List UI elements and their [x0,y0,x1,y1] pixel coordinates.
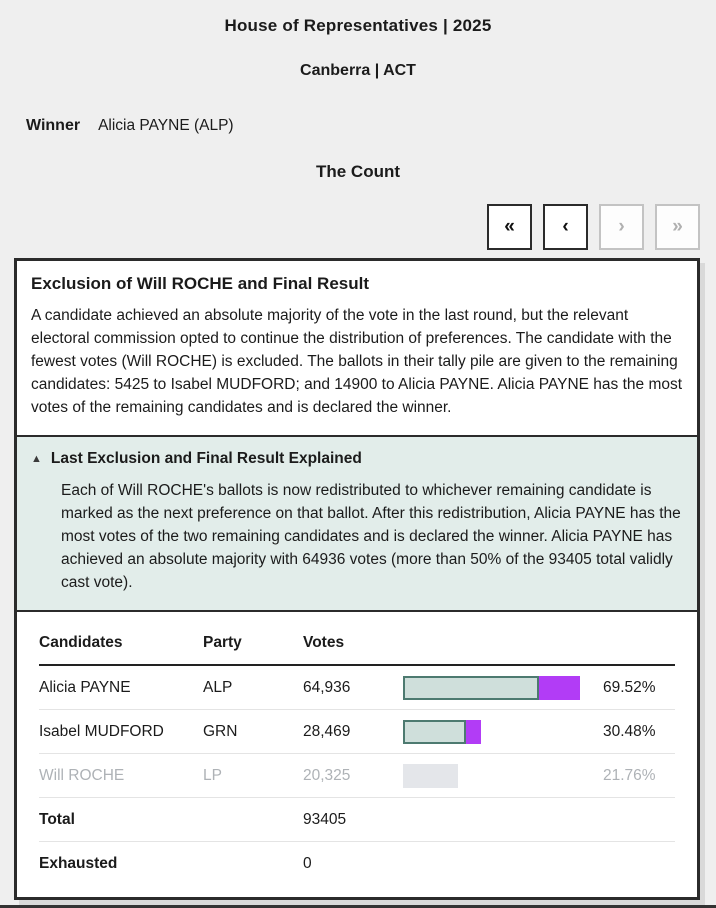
candidate-row [39,710,675,754]
candidate-party: GRN [203,722,238,740]
total-row [39,798,675,842]
candidate-name: Alicia PAYNE [39,678,131,696]
candidate-percentage: 30.48% [603,722,656,740]
count-round-panel [14,258,700,900]
candidate-name: Will ROCHE [39,766,125,784]
explainer-body-text: Each of Will ROCHE's ballots is now redistributed to whichever remaining candidate is marked as the next preference on that ballot. After this redistribution, Alicia PAYNE has the most votes of the two remaining candidates and is declared the winner. Alicia PAYNE has achieved an absolute majority with 64936 votes (more than 50% of the 93405 total validly cast vote). [61,482,681,591]
exhausted-row [39,842,675,885]
candidate-party: ALP [203,678,233,696]
results-table-header [39,620,675,666]
vote-bar-cell [403,720,583,744]
total-label: Total [39,810,75,828]
winner-value: Alicia PAYNE (ALP) [98,117,234,134]
candidate-row [39,666,675,710]
winner-label: Winner [26,117,81,134]
vote-bar-gained-segment [539,676,580,700]
vote-bar-carried-segment [403,720,466,744]
previous-round-button[interactable]: ‹ [543,204,588,250]
explainer-section [17,435,697,612]
vote-bar [403,720,580,744]
header-candidates: Candidates [39,634,123,651]
exhausted-label: Exhausted [39,854,118,872]
candidate-row [39,754,675,798]
vote-bar-cell [403,676,583,700]
vote-bar-carried-segment [403,676,539,700]
header-party: Party [203,634,242,651]
collapse-triangle-icon: ▲ [31,452,42,465]
candidate-name: Isabel MUDFORD [39,722,164,740]
exhausted-value: 0 [303,854,312,872]
vote-bar [403,764,580,788]
next-round-button[interactable]: › [599,204,644,250]
vote-bar [403,676,580,700]
vote-bar-gained-segment [466,720,481,744]
vote-bar-cell [403,764,583,788]
explainer-toggle[interactable] [31,450,683,468]
vote-bar-excluded-segment [403,764,458,788]
count-heading: The Count [315,162,401,181]
round-navigation [0,204,700,250]
page-title: House of Representatives | 2025 [224,16,492,35]
explainer-heading-text: Last Exclusion and Final Result Explained [50,450,362,467]
results-table [17,612,697,897]
first-round-button[interactable]: « [487,204,532,250]
results-table-body [39,666,675,798]
candidate-party: LP [203,766,222,784]
last-round-button[interactable]: » [655,204,700,250]
candidate-votes: 20,325 [303,766,351,784]
candidate-votes: 28,469 [303,722,351,740]
candidate-percentage: 21.76% [603,766,656,784]
electorate-title: Canberra | ACT [300,62,416,79]
round-heading: Exclusion of Will ROCHE and Final Result [31,274,369,293]
round-summary-text: A candidate achieved an absolute majority of the vote in the last round, but the relevant electoral commission opted to continue the distribution of preferences. The candidate with the fewest votes (Will ROCHE) is excluded. The ballots in their tally pile are given to the remaining candidates: 5425 to Isabel MUDFORD; and 14900 to Alicia PAYNE. Alicia PAYNE has the most votes of the remaining candidates and is declared the winner. [31,307,683,416]
round-summary-section [17,261,697,435]
candidate-votes: 64,936 [303,678,351,696]
candidate-percentage: 69.52% [603,678,656,696]
total-value: 93405 [303,810,347,828]
header-votes: Votes [303,634,345,651]
winner-row [26,117,716,135]
